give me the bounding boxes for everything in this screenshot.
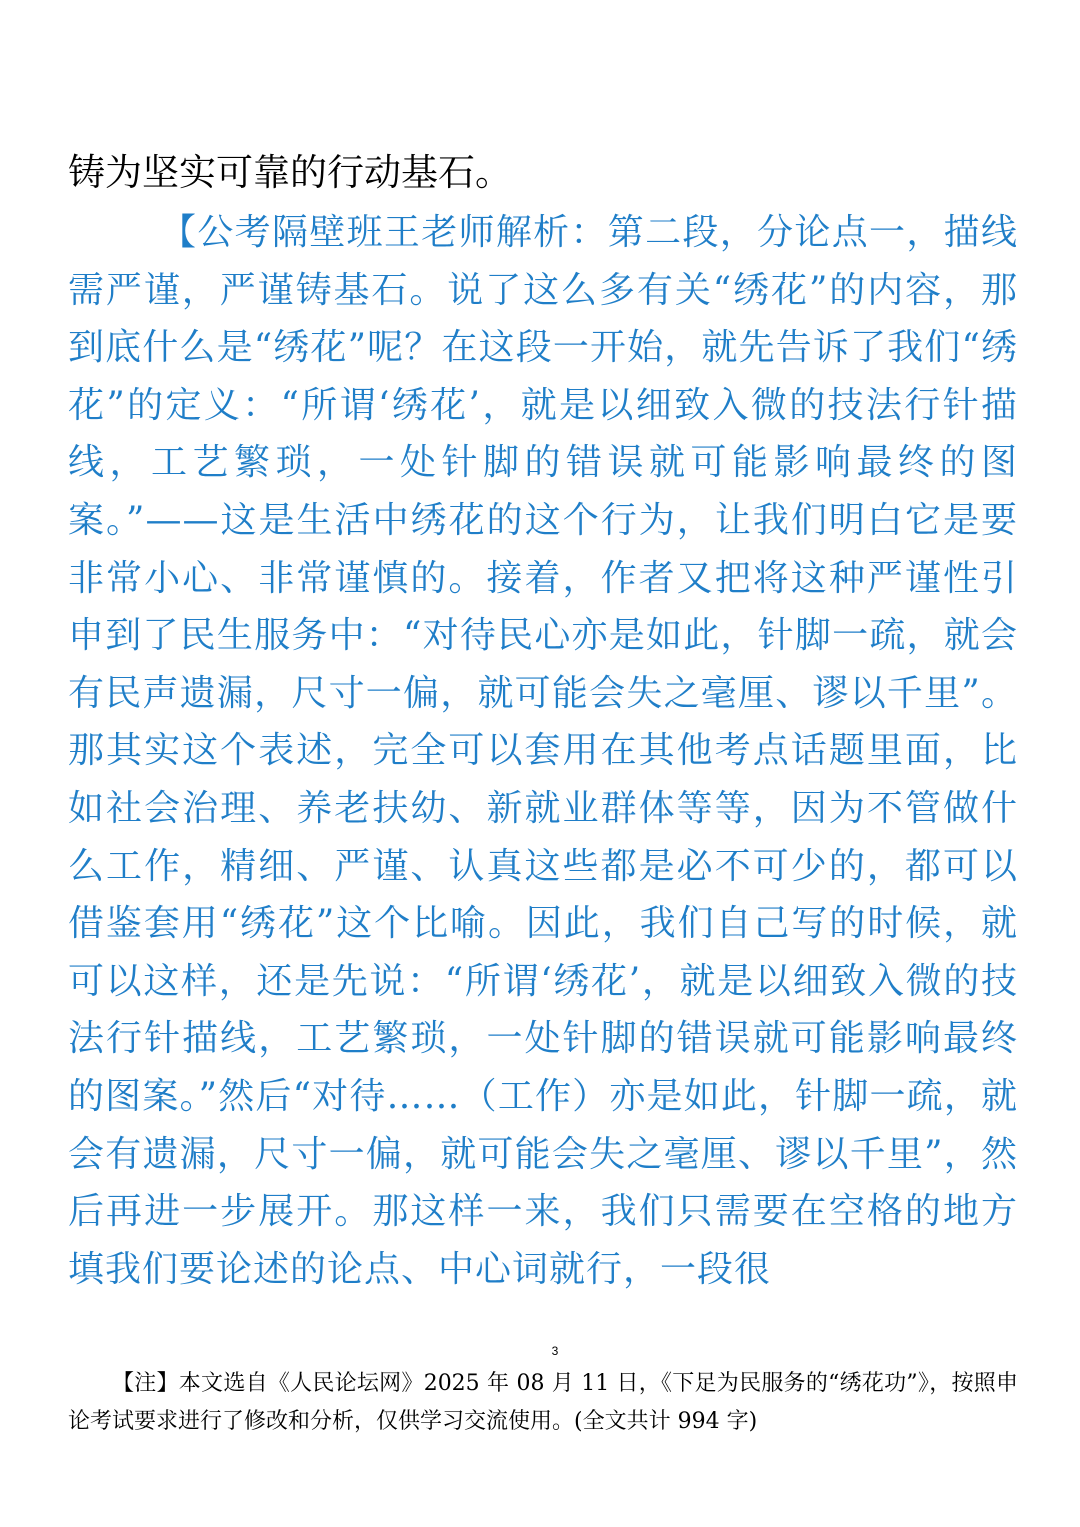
analysis-paragraph: 【公考隔壁班王老师解析：第二段，分论点一，描线需严谨，严谨铸基石。说了这么多有关“绣花”的内容，那到底什么是“绣花”呢？在这段一开始，就先告诉了我们“绣花”的定义：“所谓‘绣花’，就是以细致入微的技法行针描线，工艺繁琐，一处针脚的错误就可能影响最终的图案。”——这是生活中绣花的这个行为，让我们明白它是要非常小心、非常谨慎的。接着，作者又把将这种严谨性引申到了民生服务中：“对待民心亦是如此，针脚一疏，就会有民声遗漏，尺寸一偏，就可能会失之毫厘、谬以千里”。那其实这个表述，完全可以套用在其他考点话题里面，比如社会治理、养老扶幼、新就业群体等等，因为不管做什么工作，精细、严谨、认真这些都是必不可少的，都可以借鉴套用“绣花”这个比喻。因此，我们自己写的时候，就可以这样，还是先说：“所谓‘绣花’，就是以细致入微的技法行针描线，工艺繁琐，一处针脚的错误就可能影响最终的图案。”然后“对待……（工作）亦是如此，针脚一疏，就会有遗漏，尺寸一偏，就可能会失之毫厘、谬以千里”，然后再进一步展开。那这样一来，我们只需要在空格的地方填我们要论述的论点、中心词就行，一段很 xyxy=(68,212,1018,1290)
intro-line: 铸为坚实可靠的行动基石。 xyxy=(68,151,512,194)
page-number: 3 xyxy=(551,1344,559,1358)
footnote: 【注】本文选自《人民论坛网》2025 年 08 月 11 日，《下足为民服务的“绣花功”》，按照申论考试要求进行了修改和分析，仅供学习交流使用。(全文共计 994 字) xyxy=(68,1371,1018,1434)
